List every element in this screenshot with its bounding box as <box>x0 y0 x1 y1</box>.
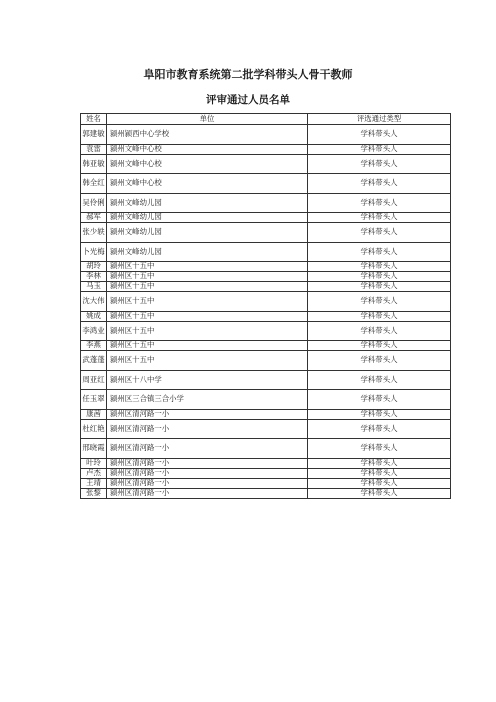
table-body <box>81 125 451 499</box>
table-row <box>81 419 451 439</box>
cell-unit: 颍州区清河路一小 <box>107 488 308 498</box>
header-name: 姓名 <box>81 114 107 125</box>
cell-type: 学科带头人 <box>308 282 451 292</box>
cell-unit: 颍州文峰中心校 <box>107 154 308 174</box>
cell-type: 学科带头人 <box>308 419 451 439</box>
cell-name: 武蓬蓬 <box>81 351 107 371</box>
cell-type: 学科带头人 <box>308 125 451 145</box>
table-row <box>81 321 451 341</box>
cell-name: 张少轶 <box>81 223 107 243</box>
table-row <box>81 154 451 174</box>
cell-type: 学科带头人 <box>308 341 451 351</box>
cell-name: 胡玲 <box>81 262 107 272</box>
cell-unit: 颍州区三合镇三合小学 <box>107 390 308 410</box>
cell-name: 任玉翠 <box>81 390 107 410</box>
cell-type: 学科带头人 <box>308 174 451 194</box>
cell-type: 学科带头人 <box>308 144 451 154</box>
cell-name: 韩全红 <box>81 174 107 194</box>
table-row <box>81 409 451 419</box>
cell-type: 学科带头人 <box>308 193 451 213</box>
table-row <box>81 272 451 282</box>
cell-type: 学科带头人 <box>308 390 451 410</box>
cell-type: 学科带头人 <box>308 409 451 419</box>
cell-name: 李鸿业 <box>81 321 107 341</box>
table-row <box>81 370 451 390</box>
cell-name: 杜红艳 <box>81 419 107 439</box>
cell-name: 郭建敏 <box>81 125 107 145</box>
cell-unit: 颍州区清河路一小 <box>107 468 308 478</box>
table-row <box>81 174 451 194</box>
cell-type: 学科带头人 <box>308 272 451 282</box>
cell-name: 李林 <box>81 272 107 282</box>
cell-name: 袁雷 <box>81 144 107 154</box>
table-row <box>81 242 451 262</box>
cell-unit: 颍州区十五中 <box>107 282 308 292</box>
table-row <box>81 341 451 351</box>
document-subtitle: 评审通过人员名单 <box>206 94 290 106</box>
cell-name: 卢杰 <box>81 468 107 478</box>
cell-unit: 颍州区十五中 <box>107 351 308 371</box>
cell-unit: 颍州区十八中学 <box>107 370 308 390</box>
table-row <box>81 351 451 371</box>
table-row <box>81 262 451 272</box>
table-row <box>81 458 451 468</box>
header-unit: 单位 <box>107 114 308 125</box>
cell-type: 学科带头人 <box>308 458 451 468</box>
cell-name: 郝军 <box>81 213 107 223</box>
cell-unit: 颍州区清河路一小 <box>107 439 308 459</box>
table-row <box>81 488 451 498</box>
table-row <box>81 468 451 478</box>
cell-type: 学科带头人 <box>308 370 451 390</box>
header-type: 评选通过类型 <box>308 114 451 125</box>
cell-unit: 颍州区十五中 <box>107 272 308 282</box>
cell-name: 王靖 <box>81 478 107 488</box>
cell-unit: 颍州区十五中 <box>107 311 308 321</box>
cell-unit: 颍州颍西中心学校 <box>107 125 308 145</box>
table-row <box>81 478 451 488</box>
cell-unit: 颍州文峰中心校 <box>107 174 308 194</box>
cell-type: 学科带头人 <box>308 311 451 321</box>
cell-type: 学科带头人 <box>308 154 451 174</box>
cell-name: 张黎 <box>81 488 107 498</box>
cell-name: 邢晓霞 <box>81 439 107 459</box>
cell-type: 学科带头人 <box>308 488 451 498</box>
cell-unit: 颍州文峰幼儿园 <box>107 223 308 243</box>
cell-type: 学科带头人 <box>308 223 451 243</box>
table-row <box>81 223 451 243</box>
cell-unit: 颍州文峰中心校 <box>107 144 308 154</box>
cell-unit: 颍州区十五中 <box>107 262 308 272</box>
cell-unit: 颍州文峰幼儿园 <box>107 242 308 262</box>
cell-name: 卜光梅 <box>81 242 107 262</box>
table-row <box>81 292 451 312</box>
cell-name: 叶玲 <box>81 458 107 468</box>
cell-unit: 颍州区十五中 <box>107 321 308 341</box>
document-title: 阜阳市教育系统第二批学科带头人骨干教师 <box>143 68 353 81</box>
cell-unit: 颍州区清河路一小 <box>107 458 308 468</box>
cell-unit: 颍州文峰幼儿园 <box>107 213 308 223</box>
cell-unit: 颍州区十五中 <box>107 341 308 351</box>
table-row <box>81 125 451 145</box>
cell-type: 学科带头人 <box>308 242 451 262</box>
table-row <box>81 213 451 223</box>
cell-type: 学科带头人 <box>308 351 451 371</box>
cell-name: 沈大伟 <box>81 292 107 312</box>
cell-unit: 颍州区清河路一小 <box>107 419 308 439</box>
cell-type: 学科带头人 <box>308 468 451 478</box>
cell-name: 韩亚敏 <box>81 154 107 174</box>
cell-name: 姚成 <box>81 311 107 321</box>
cell-type: 学科带头人 <box>308 439 451 459</box>
cell-name: 马玉 <box>81 282 107 292</box>
table-row <box>81 390 451 410</box>
cell-unit: 颍州文峰幼儿园 <box>107 193 308 213</box>
cell-unit: 颍州区清河路一小 <box>107 478 308 488</box>
cell-unit: 颍州区十五中 <box>107 292 308 312</box>
personnel-table <box>80 113 451 499</box>
cell-name: 周亚红 <box>81 370 107 390</box>
cell-type: 学科带头人 <box>308 478 451 488</box>
cell-type: 学科带头人 <box>308 321 451 341</box>
cell-type: 学科带头人 <box>308 262 451 272</box>
cell-name: 康茜 <box>81 409 107 419</box>
table-row <box>81 282 451 292</box>
cell-unit: 颍州区清河路一小 <box>107 409 308 419</box>
cell-name: 吴伶俐 <box>81 193 107 213</box>
table-row <box>81 144 451 154</box>
table-row <box>81 439 451 459</box>
cell-type: 学科带头人 <box>308 213 451 223</box>
table-row <box>81 311 451 321</box>
table-header-row <box>81 114 451 125</box>
table-row <box>81 193 451 213</box>
cell-name: 李燕 <box>81 341 107 351</box>
cell-type: 学科带头人 <box>308 292 451 312</box>
